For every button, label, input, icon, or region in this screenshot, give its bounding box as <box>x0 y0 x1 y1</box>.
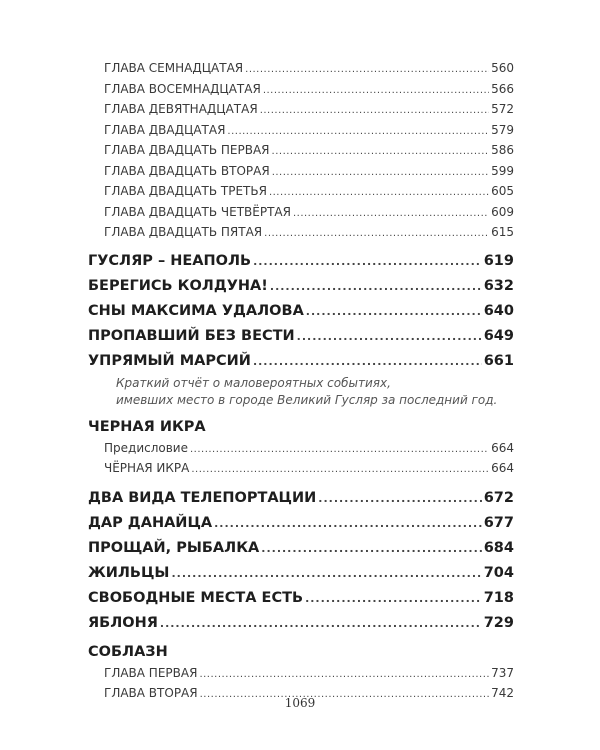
toc-entry-title: ЧЁРНАЯ ИКРА <box>104 461 190 475</box>
toc-work-entry[interactable] <box>88 249 514 274</box>
toc-entry-page: 605 <box>491 184 514 198</box>
toc-entry-title: ГЛАВА ДВАДЦАТЬ ПЯТАЯ <box>104 225 263 239</box>
dot-leader <box>214 511 482 536</box>
toc-entry-title: ГЛАВА СЕМНАДЦАТАЯ <box>104 61 244 75</box>
toc-work-page: 661 <box>483 352 514 369</box>
toc-work-title: СВОБОДНЫЕ МЕСТА ЕСТЬ <box>88 589 304 606</box>
toc-work-entry[interactable] <box>88 586 514 611</box>
toc-work-page: 619 <box>483 252 514 269</box>
page-number: 1069 <box>284 696 316 710</box>
toc-entry-page: 599 <box>491 163 514 178</box>
dot-leader <box>261 536 481 561</box>
toc-entry-title: ГЛАВА ПЕРВАЯ <box>104 665 198 680</box>
toc-entry-title: ГЛАВА ДВАДЦАТЬ ЧЕТВЁРТАЯ <box>104 204 291 219</box>
dot-leader <box>199 665 489 686</box>
toc-entry-title: ГЛАВА ВТОРАЯ <box>104 686 198 700</box>
toc-entry-page: 609 <box>491 204 514 219</box>
toc-entry-title: ГЛАВА ВОСЕМНАДЦАТАЯ <box>104 81 261 96</box>
dot-leader <box>305 586 482 611</box>
dot-leader <box>269 183 489 204</box>
dot-leader <box>253 249 482 274</box>
dot-leader <box>253 349 482 374</box>
toc-work-page: 684 <box>483 539 514 556</box>
toc-entry-page: 572 <box>491 102 514 116</box>
toc-work-title: БЕРЕГИСЬ КОЛДУНА! <box>88 277 268 294</box>
toc-work-page: 632 <box>483 277 514 294</box>
toc-entry[interactable] <box>88 99 514 120</box>
toc-work-title: ГУСЛЯР – НЕАПОЛЬ <box>88 252 252 269</box>
dot-leader <box>263 81 489 102</box>
toc-entry-title: ГЛАВА ДВАДЦАТЬ ПЕРВАЯ <box>104 143 270 157</box>
toc-entry[interactable] <box>88 58 514 79</box>
toc-entry-title: ГЛАВА ДВАДЦАТАЯ <box>104 122 226 137</box>
work-annotation <box>88 375 514 409</box>
toc-work-entry[interactable] <box>88 299 514 324</box>
annotation-line: имевших место в городе Великий Гусляр за последний год. <box>116 392 498 407</box>
toc-work-entry[interactable] <box>88 536 514 561</box>
toc-work-title: ПРОПАВШИЙ БЕЗ ВЕСТИ <box>88 327 295 344</box>
toc-work-page: 704 <box>483 564 514 581</box>
dot-leader <box>297 324 482 349</box>
toc-work-page: 677 <box>483 514 514 531</box>
toc-entry-page: 737 <box>491 665 514 680</box>
toc-work-title: УПРЯМЫЙ МАРСИЙ <box>88 352 251 369</box>
toc-entry[interactable] <box>88 458 514 479</box>
toc-entry[interactable] <box>88 222 514 243</box>
dot-leader <box>171 561 481 586</box>
table-of-contents <box>88 58 514 704</box>
dot-leader <box>293 204 489 225</box>
toc-work-entry[interactable] <box>88 561 514 586</box>
dot-leader <box>264 224 489 245</box>
toc-work-entry[interactable] <box>88 486 514 511</box>
toc-entry[interactable] <box>88 140 514 161</box>
toc-entry-page: 566 <box>491 81 514 96</box>
dot-leader <box>270 274 482 299</box>
toc-work-page: 672 <box>483 489 514 506</box>
toc-entry-title: ГЛАВА ДВАДЦАТЬ ТРЕТЬЯ <box>104 184 267 198</box>
toc-work-page: 729 <box>483 614 514 631</box>
toc-work-entry[interactable] <box>88 324 514 349</box>
toc-work-title: ЯБЛОНЯ <box>88 614 158 631</box>
toc-entry-page: 742 <box>491 686 514 700</box>
dot-leader <box>227 122 489 143</box>
dot-leader <box>191 460 489 481</box>
toc-work-title: ЖИЛЬЦЫ <box>88 564 170 581</box>
toc-work-page: 640 <box>483 302 514 319</box>
dot-leader <box>306 299 482 324</box>
toc-work-heading[interactable]: ЧЕРНАЯ ИКРА <box>88 418 206 435</box>
toc-entry-page: 560 <box>491 61 514 75</box>
toc-entry-page: 586 <box>491 143 514 157</box>
toc-entry[interactable] <box>88 120 514 141</box>
dot-leader <box>272 163 489 184</box>
annotation-line: Краткий отчёт о маловероятных событиях, <box>116 375 391 390</box>
dot-leader <box>190 440 489 461</box>
dot-leader <box>260 101 489 122</box>
toc-work-entry[interactable] <box>88 611 514 636</box>
toc-work-page: 718 <box>483 589 514 606</box>
toc-entry[interactable] <box>88 79 514 100</box>
toc-work-entry[interactable] <box>88 274 514 299</box>
toc-work-page: 649 <box>483 327 514 344</box>
dot-leader <box>318 486 481 511</box>
toc-work-title: ПРОЩАЙ, РЫБАЛКА <box>88 539 260 556</box>
toc-work-entry[interactable] <box>88 349 514 374</box>
toc-entry[interactable] <box>88 438 514 459</box>
dot-leader <box>160 611 482 636</box>
toc-entry[interactable] <box>88 663 514 684</box>
toc-entry-page: 579 <box>491 122 514 137</box>
toc-entry-title: ГЛАВА ДВАДЦАТЬ ВТОРАЯ <box>104 163 270 178</box>
toc-entry-title: ГЛАВА ДЕВЯТНАДЦАТАЯ <box>104 102 258 116</box>
toc-entry-page: 664 <box>491 440 514 455</box>
toc-entry[interactable] <box>88 161 514 182</box>
dot-leader <box>272 142 490 163</box>
toc-entry-page: 615 <box>491 225 514 239</box>
toc-entry-title: Предисловие <box>104 440 188 455</box>
toc-work-entry[interactable] <box>88 511 514 536</box>
dot-leader <box>245 60 489 81</box>
toc-entry[interactable] <box>88 181 514 202</box>
toc-work-title: ДВА ВИДА ТЕЛЕПОРТАЦИИ <box>88 489 317 506</box>
toc-work-title: ДАР ДАНАЙЦА <box>88 514 213 531</box>
toc-work-heading[interactable]: СОБЛАЗН <box>88 643 168 660</box>
toc-entry-page: 664 <box>491 461 514 475</box>
toc-entry[interactable] <box>88 202 514 223</box>
toc-work-title: СНЫ МАКСИМА УДАЛОВА <box>88 302 304 319</box>
